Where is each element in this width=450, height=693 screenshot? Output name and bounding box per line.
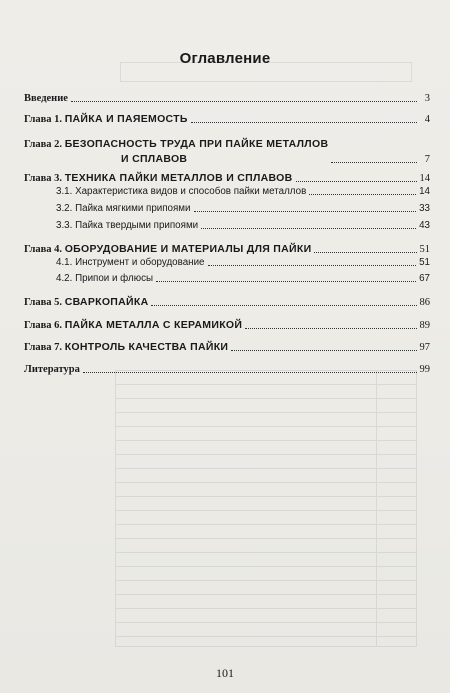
entry-page: 4 [424, 114, 430, 125]
entry-page: 14 [419, 173, 430, 184]
leader-dots [151, 304, 416, 306]
entry-label: Глава 6. ПАЙКА МЕТАЛЛА С КЕРАМИКОЙ [24, 319, 243, 331]
leader-dots [194, 210, 417, 212]
toc-entry-chapter-7[interactable] [24, 341, 430, 354]
leader-dots [156, 280, 416, 282]
entry-page: 43 [419, 220, 430, 231]
bleed-through-table [115, 370, 417, 647]
entry-label: Глава 4. ОБОРУДОВАНИЕ И МАТЕРИАЛЫ ДЛЯ ПАЙКИ [24, 243, 312, 255]
leader-dots [191, 121, 417, 123]
toc-entry-chapter-4[interactable] [24, 243, 430, 256]
entry-page: 89 [419, 320, 430, 331]
toc-entry-references[interactable] [24, 364, 430, 376]
entry-label: Литература [24, 364, 80, 375]
entry-label: Глава 1. ПАЙКА И ПАЯЕМОСТЬ [24, 113, 188, 125]
leader-dots [245, 327, 416, 329]
toc-entry-chapter-3[interactable] [24, 172, 430, 185]
toc-entry-section-4-1[interactable] [56, 257, 430, 269]
entry-page: 51 [419, 244, 430, 255]
leader-dots [309, 193, 416, 195]
leader-dots [314, 251, 416, 253]
leader-dots [201, 227, 416, 229]
toc-entry-chapter-5[interactable] [24, 296, 430, 309]
entry-label: Введение [24, 93, 68, 104]
leader-dots [208, 264, 417, 266]
entry-page: 86 [419, 297, 430, 308]
toc-entry-section-3-3[interactable] [56, 220, 430, 232]
toc-entry-chapter-1[interactable] [24, 113, 430, 126]
entry-page: 67 [419, 273, 430, 284]
entry-label: 3.3. Пайка твердыми припоями [56, 220, 199, 231]
leader-dots [71, 100, 417, 102]
entry-page: 7 [424, 154, 430, 165]
entry-label: 4.1. Инструмент и оборудование [56, 257, 205, 268]
toc-entry-chapter-2[interactable] [24, 137, 430, 166]
leader-dots [83, 371, 417, 373]
page-number: 101 [216, 666, 234, 680]
toc-entry-section-3-2[interactable] [56, 203, 430, 215]
entry-label: Глава 3. ТЕХНИКА ПАЙКИ МЕТАЛЛОВ И СПЛАВОВ [24, 172, 293, 184]
toc-entry-chapter-6[interactable] [24, 319, 430, 332]
toc-entry-intro[interactable] [24, 93, 430, 105]
entry-page: 99 [419, 364, 430, 375]
toc-title: Оглавление [179, 50, 271, 67]
leader-dots [296, 180, 417, 182]
entry-page: 51 [419, 257, 430, 268]
entry-label: Глава 2. БЕЗОПАСНОСТЬ ТРУДА ПРИ ПАЙКЕ МЕТАЛЛОВ И СПЛАВОВ [24, 138, 329, 165]
entry-page: 3 [424, 93, 430, 104]
toc-entry-section-4-2[interactable] [56, 273, 430, 285]
entry-label: 4.2. Припои и флюсы [56, 273, 154, 284]
entry-label: 3.2. Пайка мягкими припоями [56, 203, 191, 214]
leader-dots [231, 349, 416, 351]
entry-label: Глава 5. СВАРКОПАЙКА [24, 296, 149, 308]
entry-page: 97 [419, 342, 430, 353]
entry-label: 3.1. Характеристика видов и способов пайки металлов [56, 186, 307, 197]
entry-label: Глава 7. КОНТРОЛЬ КАЧЕСТВА ПАЙКИ [24, 341, 229, 353]
toc-entry-section-3-1[interactable] [56, 186, 430, 198]
leader-dots [331, 161, 417, 163]
entry-page: 14 [419, 186, 430, 197]
entry-page: 33 [419, 203, 430, 214]
